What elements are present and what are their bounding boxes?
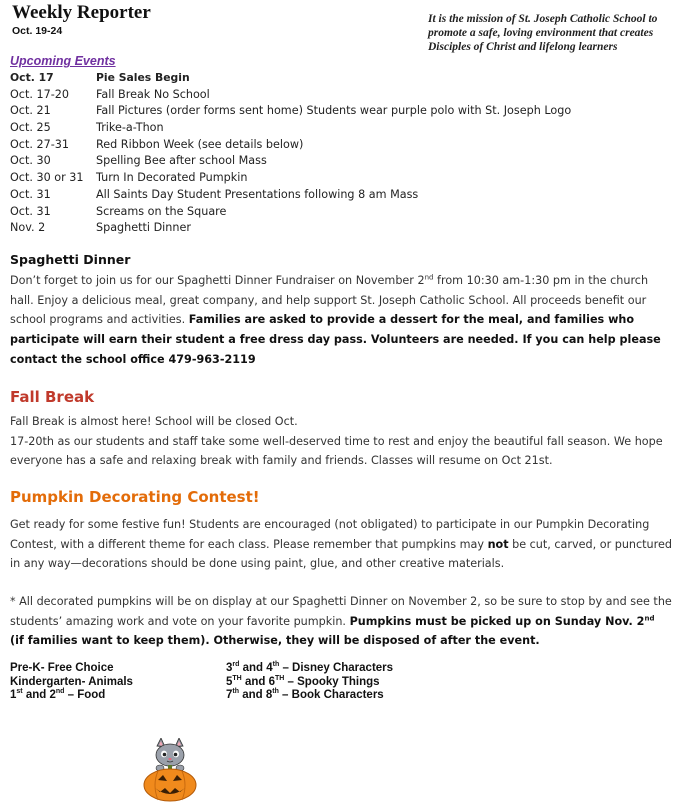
theme-grade: 3 — [226, 662, 233, 674]
event-desc: Turn In Decorated Pumpkin — [96, 171, 248, 185]
theme-sep: – — [284, 675, 298, 688]
event-desc: Spelling Bee after school Mass — [96, 154, 267, 168]
theme-row — [226, 662, 526, 676]
event-row — [10, 187, 675, 204]
pumpkin-pickup-sup: nd — [644, 613, 655, 622]
theme-sep: – — [279, 662, 293, 674]
event-desc: Red Ribbon Week (see details below) — [96, 137, 304, 151]
theme-grade-sup: nd — [55, 688, 65, 696]
theme-grade-sup: TH — [232, 674, 242, 682]
theme-grade: 7 — [226, 689, 233, 701]
spaghetti-text: Don’t forget to join us for our Spaghetti Dinner Fundraiser on November 2 — [10, 274, 425, 287]
theme-name: Book Characters — [291, 689, 384, 701]
theme-row — [226, 676, 526, 690]
event-desc: Spaghetti Dinner — [96, 221, 191, 235]
theme-name: Animals — [88, 675, 133, 688]
theme-grade: 1 — [10, 689, 17, 701]
theme-grade: and 6 — [241, 675, 275, 688]
event-row — [10, 87, 675, 104]
event-date: Oct. 21 — [10, 104, 51, 118]
theme-sep: – — [64, 689, 78, 701]
theme-name: Disney Characters — [292, 662, 394, 674]
theme-grade: Pre-K — [10, 662, 41, 674]
event-desc: All Saints Day Student Presentations following 8 am Mass — [96, 187, 419, 201]
theme-grade-sup: th — [232, 688, 240, 696]
theme-name: Free Choice — [47, 662, 114, 674]
theme-grade: Kindergarten — [10, 675, 82, 688]
fall-break-body — [10, 412, 672, 471]
event-date: Oct. 25 — [10, 121, 51, 135]
theme-sep: – — [278, 689, 292, 701]
newsletter-title: Weekly Reporter — [12, 2, 151, 23]
fall-break-line: Fall Break is almost here! School will be closed Oct. — [10, 415, 298, 428]
upcoming-events-heading: Upcoming Events — [10, 54, 116, 68]
newsletter-dates: Oct. 19-24 — [12, 25, 63, 37]
event-row — [10, 120, 675, 137]
theme-row — [226, 689, 526, 703]
theme-grade-sup: TH — [274, 674, 285, 682]
theme-name: Spooky Things — [297, 675, 380, 688]
event-row — [10, 220, 675, 237]
event-row — [10, 137, 675, 154]
theme-grade: and 8 — [239, 689, 273, 701]
event-date: Oct. 17 — [10, 71, 54, 84]
event-row — [10, 170, 675, 187]
pumpkin-pickup-bold: (if families want to keep them). Otherwise, they will be disposed of after the event. — [10, 634, 540, 648]
event-desc: Screams on the Square — [96, 204, 227, 218]
spaghetti-dinner-body — [10, 271, 672, 370]
event-row — [10, 153, 675, 170]
event-row — [10, 70, 675, 87]
theme-list-right — [226, 662, 526, 703]
event-row — [10, 103, 675, 120]
event-date: Oct. 30 — [10, 154, 51, 168]
event-row — [10, 204, 675, 221]
theme-row — [10, 689, 220, 703]
theme-sep: - — [40, 662, 48, 674]
spaghetti-bold-text: Families are asked to provide a dessert for the meal, and families who participate will earn their student a free dress day pass. Volunteers are needed. If you can help please contact the school office 479-963-2119 — [10, 313, 661, 366]
pumpkin-display-note — [10, 592, 672, 651]
event-date: Oct. 27-31 — [10, 137, 69, 151]
event-desc: Fall Break No School — [96, 87, 210, 101]
events-list — [10, 70, 675, 237]
theme-sep: - — [81, 675, 89, 688]
pumpkin-not-emphasis: not — [487, 537, 509, 551]
pumpkin-text: Get ready for some festive fun! Students are encouraged (not obligated) to participate in our Pumpkin Decorating Contest, with a different theme for each class. Please remember that pumpkins may — [10, 518, 650, 551]
event-desc: Trike-a-Thon — [96, 121, 164, 135]
event-date: Nov. 2 — [10, 221, 46, 235]
event-date: Oct. 31 — [10, 204, 51, 218]
theme-list-left — [10, 662, 220, 703]
spaghetti-dinner-heading: Spaghetti Dinner — [10, 252, 131, 267]
fall-break-heading: Fall Break — [10, 388, 95, 406]
event-desc: Fall Pictures (order forms sent home) Students wear purple polo with St. Joseph Logo — [96, 104, 572, 118]
event-date: Oct. 17-20 — [10, 87, 69, 101]
event-desc: Pie Sales Begin — [96, 71, 190, 84]
spaghetti-text: from 10:30 am-1:30 pm in the church hall. Enjoy a delicious meal, great company, and help support St. Joseph Catholic School. All proceeds benefit our school programs and activities. — [10, 274, 649, 327]
theme-name: Food — [77, 689, 106, 701]
pumpkin-note-text: * All decorated pumpkins will be on display at our Spaghetti Dinner on November 2, so be sure to stop by and see the students’ amazing work and vote on your favorite pumpkin. — [10, 595, 672, 628]
theme-grade-sup: th — [272, 661, 280, 669]
cat-pumpkin-icon — [140, 738, 200, 802]
pumpkin-text: be cut, carved, or punctured in any way—decorations should be done using paint, glue, and other creative materials. — [10, 537, 672, 571]
theme-grade-sup: th — [272, 688, 279, 696]
spaghetti-sup: nd — [424, 273, 434, 282]
theme-grade: and 4 — [239, 662, 273, 674]
pumpkin-pickup-bold: Pumpkins must be picked up on Sunday Nov. 2 — [349, 614, 645, 628]
theme-grade-sup: st — [16, 688, 23, 696]
fall-break-line: 17-20th as our students and staff take some well-deserved time to rest and enjoy the beautiful fall season. We hope everyone has a safe and relaxing break with family and friends. Classes will resume on Oct 21st. — [10, 434, 663, 468]
theme-grade-sup: rd — [232, 661, 240, 669]
event-date: Oct. 31 — [10, 187, 51, 201]
theme-row — [10, 676, 220, 690]
theme-grade: 5 — [226, 675, 233, 688]
theme-row — [10, 662, 220, 676]
pumpkin-contest-heading: Pumpkin Decorating Contest! — [10, 488, 260, 506]
event-date: Oct. 30 or 31 — [10, 171, 84, 185]
pumpkin-contest-body — [10, 515, 672, 574]
mission-statement: It is the mission of St. Joseph Catholic School to promote a safe, loving environment that creates Disciples of Christ and lifelong learners — [428, 13, 658, 53]
theme-grade: and 2 — [22, 689, 56, 701]
